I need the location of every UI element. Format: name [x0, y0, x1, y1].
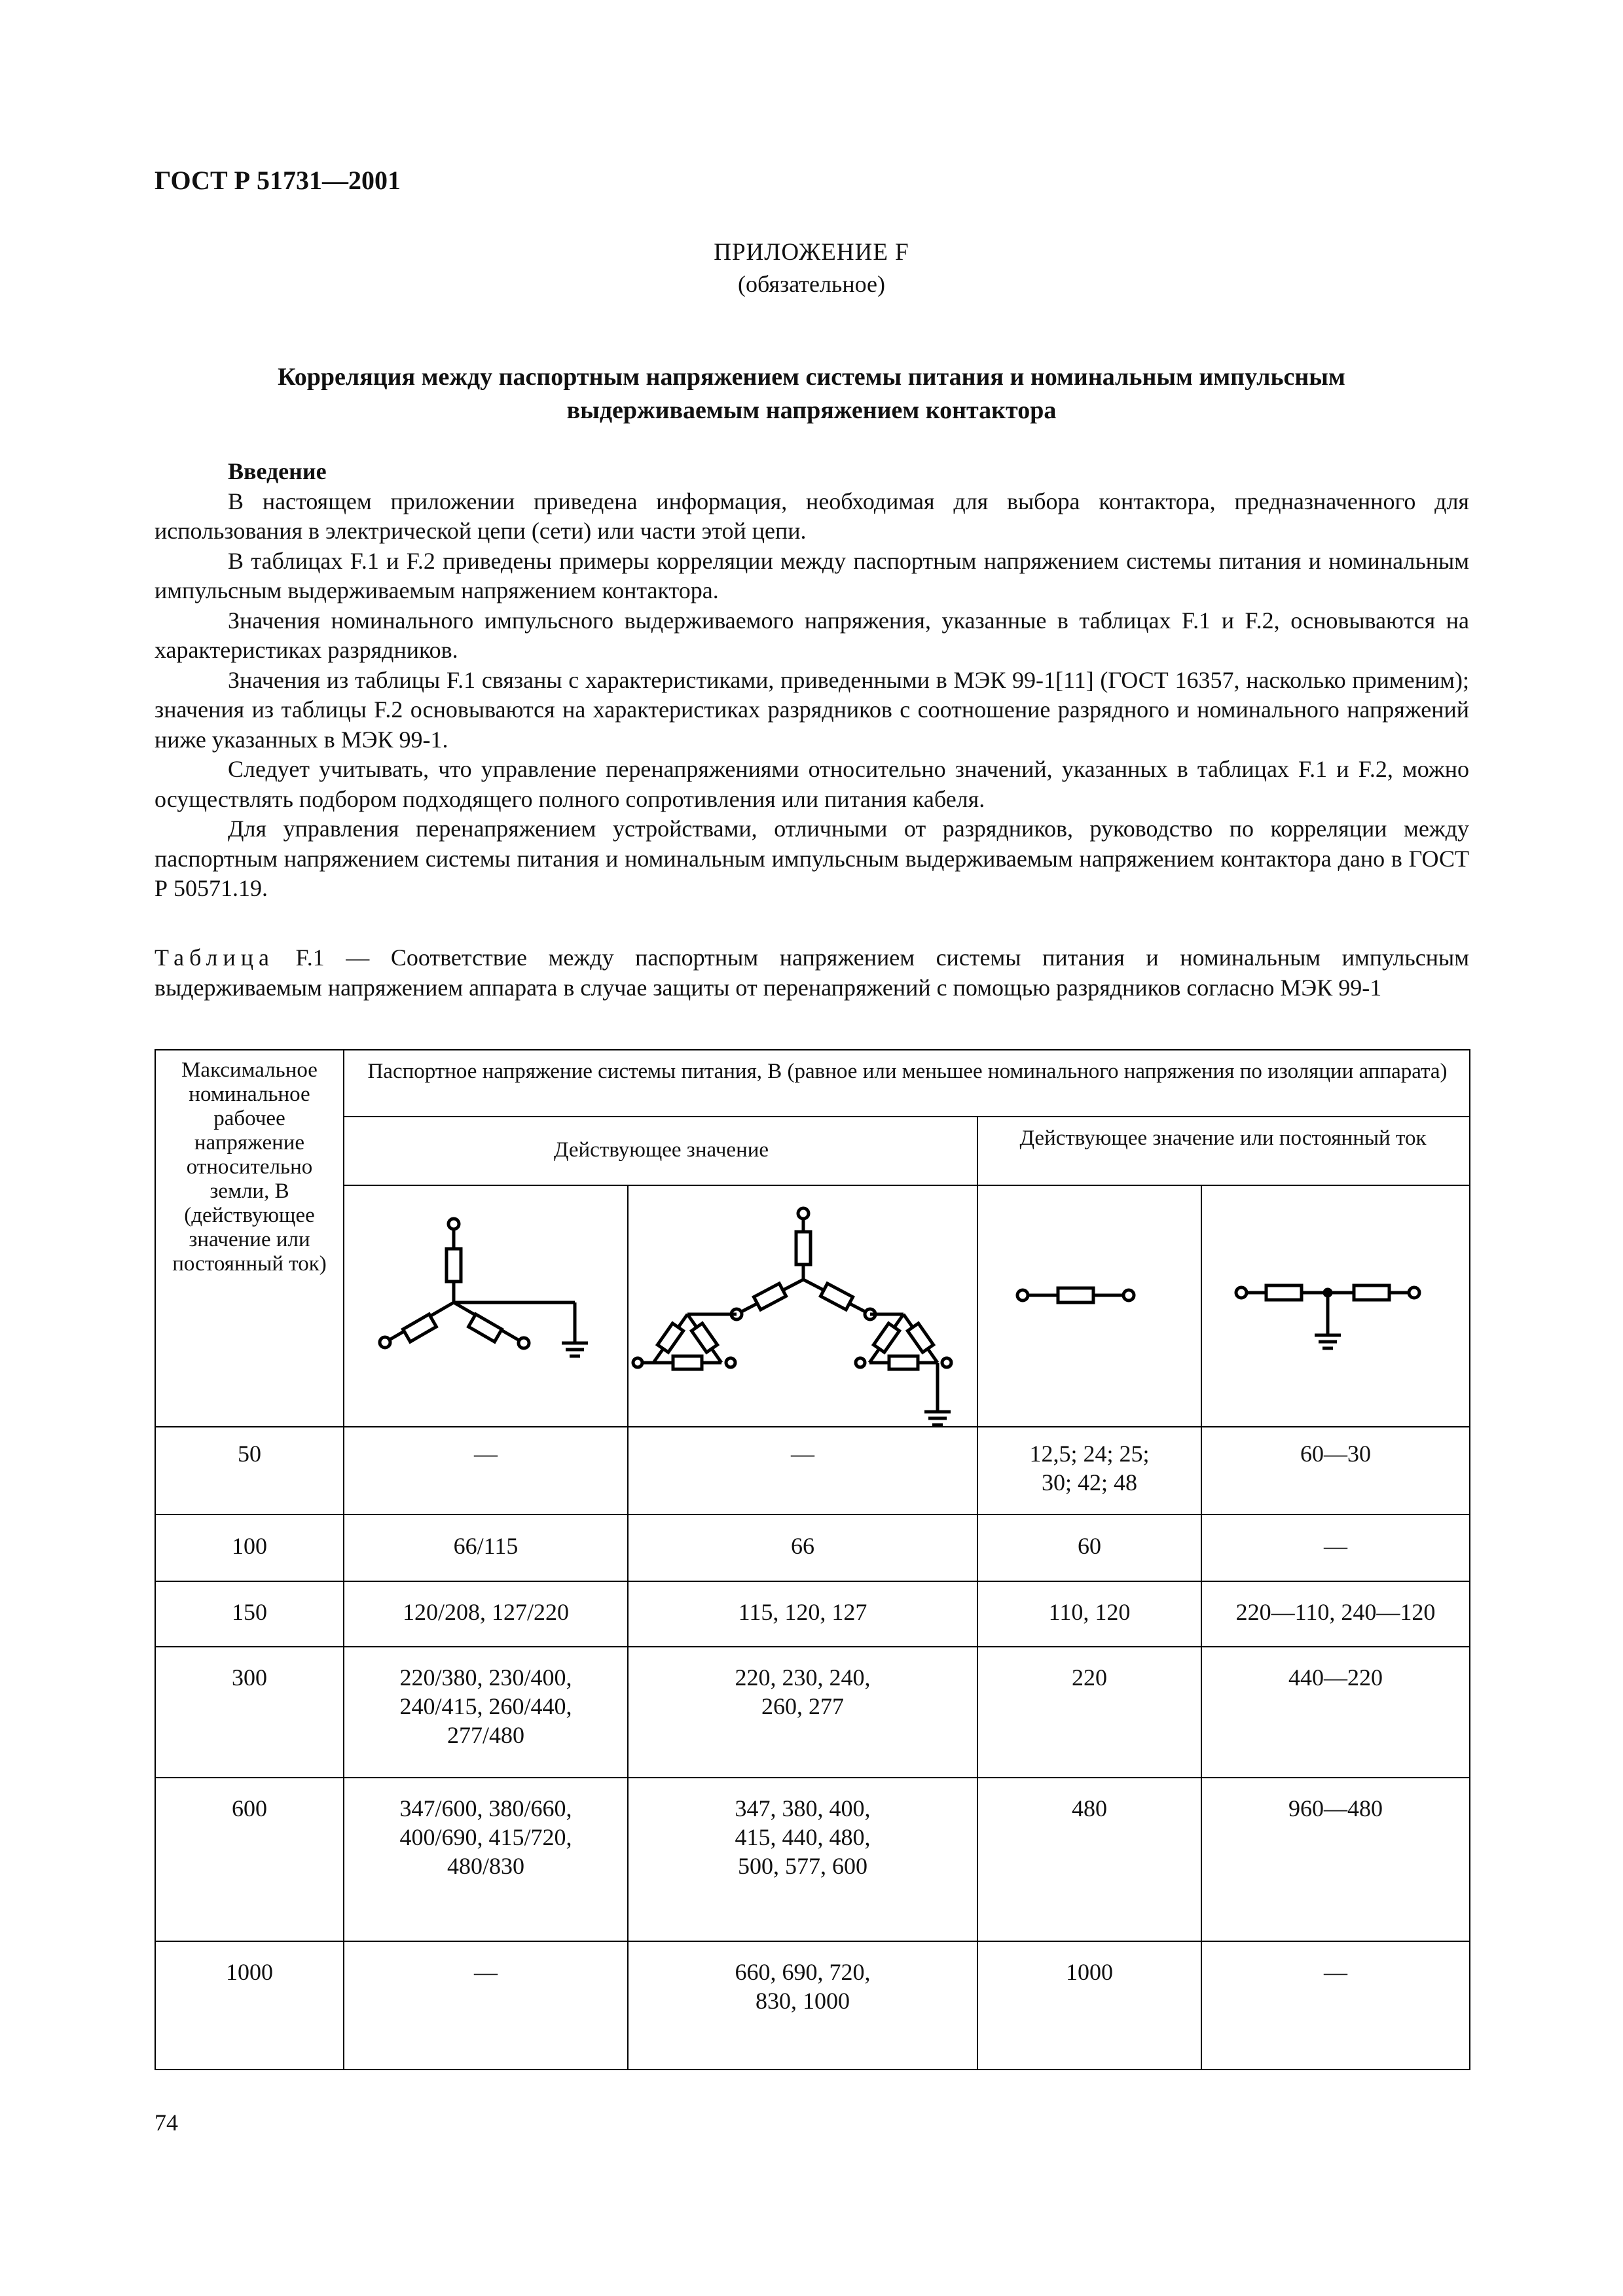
- heading-line-2: выдерживаемым напряжением контактора: [566, 397, 1057, 424]
- value-cell: —: [474, 1441, 498, 1467]
- document-code: ГОСТ Р 51731—2001: [155, 166, 401, 195]
- voltage-cell: 600: [232, 1795, 267, 1821]
- appendix-title: ПРИЛОЖЕНИЕ F: [714, 239, 909, 266]
- value-cell: 220: [1072, 1664, 1107, 1691]
- value-cell: 480: [1072, 1795, 1107, 1821]
- voltage-table: [155, 1049, 1470, 2070]
- value-cell: 347, 380, 400, 415, 440, 480, 500, 577, 600: [735, 1795, 871, 1879]
- value-cell: 660, 690, 720, 830, 1000: [735, 1959, 871, 2014]
- value-cell: 347/600, 380/660, 400/690, 415/720, 480/830: [399, 1795, 572, 1879]
- table-grid-line: [156, 1941, 1469, 1942]
- intro-paragraph-3: Значения номинального импульсного выдерживаемого напряжения, указанные в таблицах F.1 и F.2, основываются на характеристиках разрядников.: [155, 607, 1469, 663]
- table-grid-line: [156, 1514, 1469, 1515]
- intro-title: Введение: [228, 458, 327, 484]
- voltage-cell: 100: [232, 1533, 267, 1559]
- three-wire-grounded-symbol: [1202, 1186, 1469, 1426]
- value-cell: —: [1324, 1959, 1347, 1985]
- value-cell: —: [474, 1959, 498, 1985]
- voltage-cell: 150: [232, 1599, 267, 1625]
- page-number: 74: [155, 2109, 178, 2136]
- value-cell: 220—110, 240—120: [1235, 1599, 1436, 1625]
- col0-header: Максимальное номинальное рабочее напряжение относительно земли, В (действующее значение или постоянный ток): [172, 1058, 327, 1276]
- voltage-cell: 1000: [226, 1959, 273, 1985]
- table-grid-line: [156, 1777, 1469, 1778]
- value-cell: 440—220: [1288, 1664, 1383, 1691]
- value-cell: 66/115: [453, 1533, 519, 1559]
- table-grid-line: [156, 1581, 1469, 1582]
- delta-grounded-symbol: [629, 1186, 977, 1426]
- intro-paragraph-1: В настоящем приложении приведена информация, необходимая для выбора контактора, предназначенного для использования в электрической цепи (сети) или части этой цепи.: [155, 488, 1469, 544]
- value-cell: 220/380, 230/400, 240/415, 260/440, 277/480: [399, 1664, 572, 1748]
- table-grid-line: [156, 1426, 1469, 1427]
- subheader-ac: Действующее значение: [553, 1138, 769, 1162]
- intro-paragraph-2: В таблицах F.1 и F.2 приведены примеры корреляции между паспортным напряжением системы питания и номинальным импульсным выдерживаемым напряжением контактора.: [155, 547, 1469, 603]
- value-cell: 110, 120: [1048, 1599, 1131, 1625]
- two-wire-symbol: [978, 1186, 1201, 1426]
- intro-paragraph-5: Следует учитывать, что управление перенапряжениями относительно значений, указанных в таблицах F.1 и F.2, можно осуществлять подбором подходящего полного сопротивления или питания кабеля.: [155, 756, 1469, 812]
- value-cell: 115, 120, 127: [738, 1599, 867, 1625]
- value-cell: 60—30: [1300, 1441, 1371, 1467]
- table-caption-label: Таблица: [155, 944, 274, 971]
- table-caption-text: F.1 — Соответствие между паспортным напряжением системы питания и номинальным импульсным выдерживаемым напряжением аппарата в случае защиты от перенапряжений с помощью разрядников согласно МЭК 99-1: [155, 944, 1469, 1001]
- intro-paragraph-6: Для управления перенапряжением устройствами, отличными от разрядников, руководство по корреляции между паспортным напряжением системы питания и номинальным импульсным выдерживаемым напряжением контактора дано в ГОСТ Р 50571.19.: [155, 816, 1469, 901]
- table-grid-line: [343, 1116, 1469, 1117]
- value-cell: 1000: [1066, 1959, 1113, 1985]
- subheader-dc: Действующее значение или постоянный ток: [1019, 1126, 1427, 1150]
- appendix-status: (обязательное): [738, 271, 885, 297]
- voltage-cell: 300: [232, 1664, 267, 1691]
- table-grid-line: [156, 1646, 1469, 1647]
- voltage-cell: 50: [238, 1441, 261, 1467]
- value-cell: 120/208, 127/220: [402, 1599, 569, 1625]
- heading-line-1: Корреляция между паспортным напряжением системы питания и номинальным импульсным: [278, 363, 1345, 391]
- appendix-heading: [196, 361, 1427, 427]
- value-cell: 60: [1078, 1533, 1101, 1559]
- value-cell: —: [1324, 1533, 1347, 1559]
- intro-section: [155, 457, 1469, 904]
- value-cell: 66: [791, 1533, 814, 1559]
- value-cell: 220, 230, 240, 260, 277: [735, 1664, 871, 1719]
- value-cell: 12,5; 24; 25; 30; 42; 48: [1029, 1441, 1150, 1496]
- value-cell: 960—480: [1288, 1795, 1383, 1821]
- star-grounded-symbol: [344, 1186, 627, 1426]
- value-cell: —: [791, 1441, 814, 1467]
- table-caption: [155, 943, 1469, 1003]
- intro-paragraph-4: Значения из таблицы F.1 связаны с характеристиками, приведенными в МЭК 99-1[11] (ГОСТ 16357, насколько применим); значения из таблицы F.2 основываются на характеристиках разрядников с соотношение разрядного и номинального напряжений ниже указанных в МЭК 99-1.: [155, 666, 1469, 753]
- group-header: Паспортное напряжение системы питания, В (равное или меньшее номинального напряжения по изоляции аппарата): [367, 1060, 1448, 1083]
